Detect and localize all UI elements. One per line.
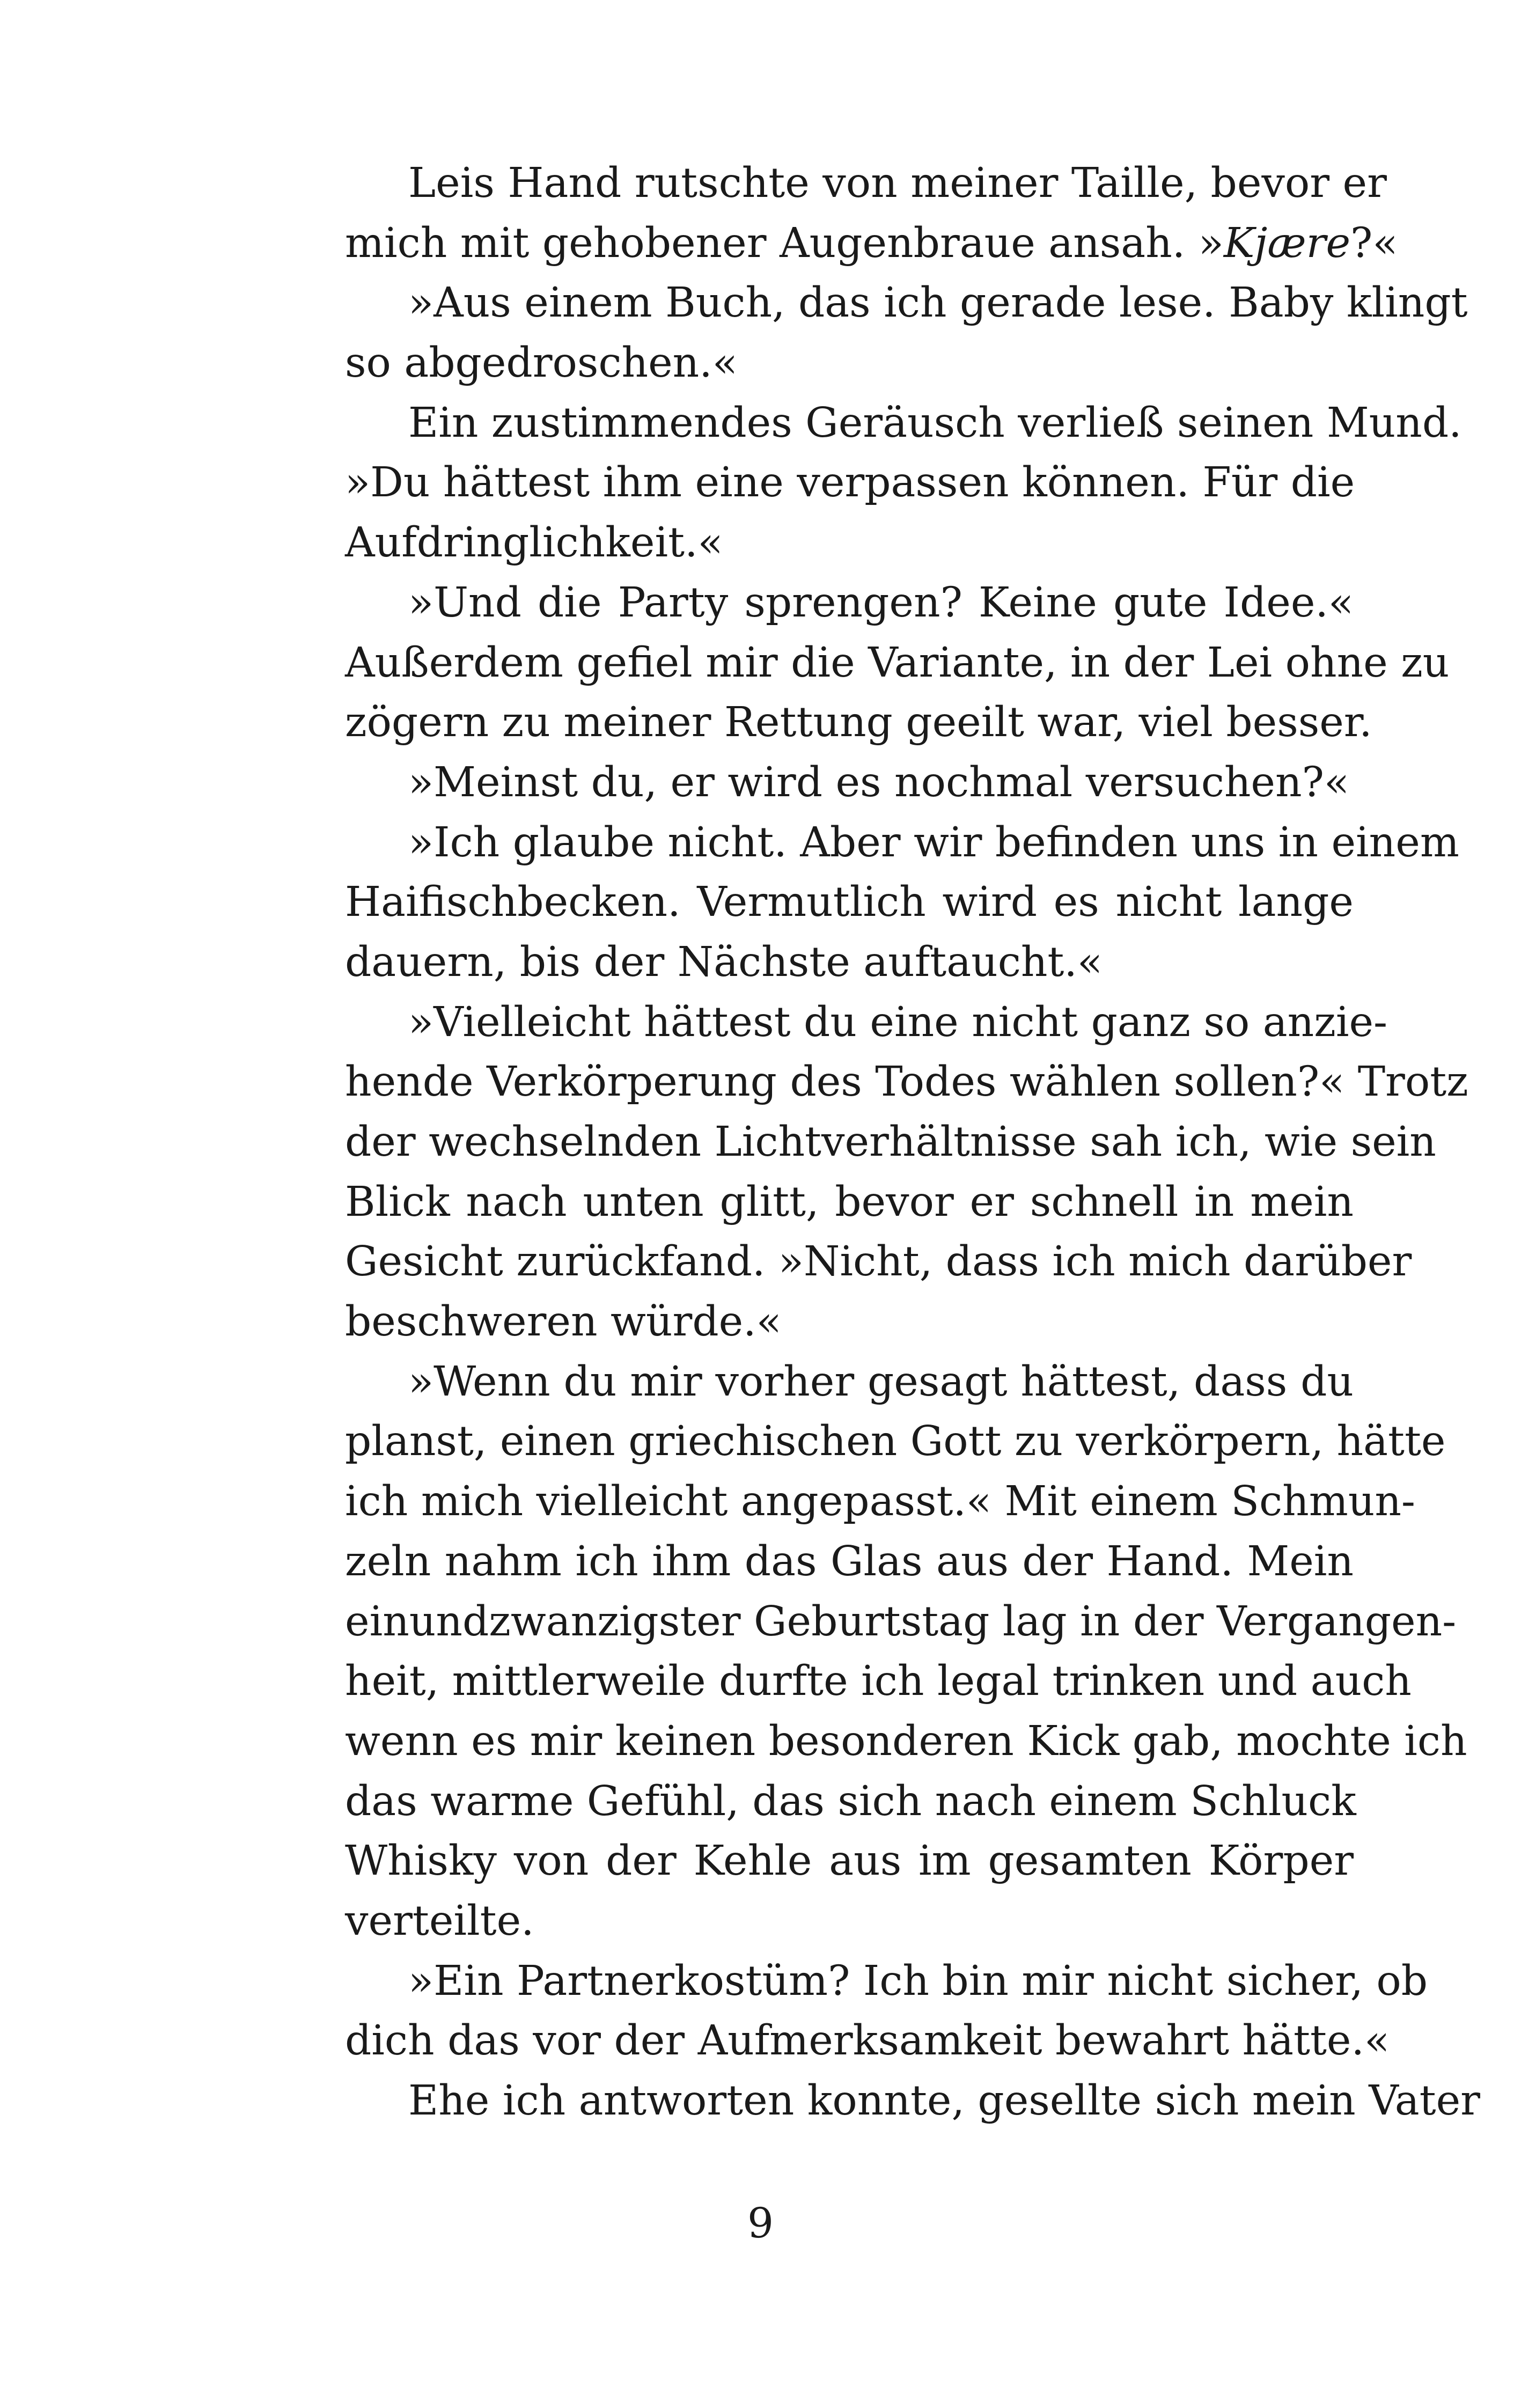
text-line: [345, 333, 1354, 393]
text-line: [345, 1831, 1354, 1891]
text-segment: Aufdringlichkeit.«: [345, 519, 723, 567]
text-line: [345, 693, 1372, 753]
text-segment: einundzwanzigster Geburtstag lag in der Vergangen-: [345, 1597, 1457, 1646]
text-segment: beschweren würde.«: [345, 1298, 782, 1346]
text-segment: so abgedroschen.«: [345, 339, 738, 387]
text-segment: Gesicht zurückfand. »Nicht, dass ich mich darüber: [345, 1238, 1412, 1286]
text-line: [345, 573, 1354, 633]
text-segment: »Und die Party sprengen? Keine gute Idee.«: [408, 578, 1354, 627]
text-segment: hende Verkörperung des Todes wählen sollen?« Trotz: [345, 1058, 1468, 1106]
text-segment: »Du hättest ihm eine verpassen können. Für die: [345, 459, 1355, 507]
text-segment: »Meinst du, er wird es nochmal versuchen?«: [408, 758, 1349, 806]
text-line: [345, 153, 1387, 214]
text-line: [345, 872, 1354, 933]
text-line: [345, 273, 1468, 333]
text-line: [345, 453, 1354, 513]
text-line: [345, 1112, 1436, 1172]
text-line: [345, 813, 1459, 873]
text-line: [345, 393, 1462, 453]
text-segment: Leis Hand rutschte von meiner Taille, bevor er: [408, 159, 1387, 207]
text-line: [345, 993, 1388, 1053]
text-segment: dauern, bis der Nächste auftaucht.«: [345, 938, 1103, 986]
text-line: [345, 1951, 1428, 2011]
body-text: [345, 153, 1480, 2131]
text-segment: verteilte.: [345, 1897, 534, 1945]
text-segment: Außerdem gefiel mir die Variante, in der Lei ohne zu: [345, 638, 1450, 687]
italic-text: Kjære: [1223, 219, 1351, 267]
text-line: [345, 1232, 1412, 1292]
text-segment: planst, einen griechischen Gott zu verkörpern, hätte: [345, 1418, 1446, 1466]
text-segment: ich mich vielleicht angepasst.« Mit einem Schmun-: [345, 1478, 1415, 1526]
text-segment: Ehe ich antworten konnte, gesellte sich mein Vater: [408, 2077, 1480, 2125]
text-line: [345, 1712, 1467, 1772]
text-segment: Whisky von der Kehle aus im gesamten Körper: [345, 1837, 1354, 1885]
text-line: [345, 1172, 1354, 1232]
text-segment: der wechselnden Lichtverhältnisse sah ich, wie sein: [345, 1118, 1436, 1166]
text-segment: Ein zustimmendes Geräusch verließ seinen Mund.: [408, 399, 1462, 447]
text-segment: »Ich glaube nicht. Aber wir befinden uns in einem: [408, 818, 1459, 867]
text-segment: Blick nach unten glitt, bevor er schnell in mein: [345, 1178, 1354, 1226]
text-segment: zeln nahm ich ihm das Glas aus der Hand. Mein: [345, 1537, 1354, 1585]
text-line: [345, 1532, 1354, 1592]
text-segment: »Vielleicht hättest du eine nicht ganz so anzie-: [408, 998, 1388, 1046]
text-line: [345, 1352, 1354, 1412]
text-line: [345, 2011, 1390, 2071]
text-line: [345, 1472, 1415, 1532]
text-segment: ?«: [1350, 219, 1398, 267]
text-line: [345, 1292, 1354, 1352]
text-segment: dich das vor der Aufmerksamkeit bewahrt hätte.«: [345, 2017, 1390, 2065]
text-line: [345, 513, 1354, 573]
text-segment: heit, mittlerweile durfte ich legal trinken und auch: [345, 1657, 1412, 1706]
text-line: [345, 933, 1354, 993]
text-line: [345, 753, 1354, 813]
text-line: [345, 214, 1398, 274]
text-segment: das warme Gefühl, das sich nach einem Schluck: [345, 1777, 1356, 1825]
text-segment: »Wenn du mir vorher gesagt hättest, dass du: [408, 1357, 1354, 1406]
text-line: [345, 1052, 1468, 1112]
text-line: [345, 1592, 1457, 1652]
text-line: [345, 2071, 1480, 2131]
text-segment: wenn es mir keinen besonderen Kick gab, mochte ich: [345, 1717, 1467, 1765]
text-segment: »Aus einem Buch, das ich gerade lese. Baby klingt: [408, 279, 1468, 327]
text-line: [345, 1772, 1354, 1832]
text-line: [345, 1412, 1446, 1472]
text-segment: zögern zu meiner Rettung geeilt war, viel besser.: [345, 699, 1372, 747]
text-segment: mich mit gehobener Augenbraue ansah. »: [345, 219, 1224, 267]
text-line: [345, 1651, 1412, 1712]
text-segment: Haifischbecken. Vermutlich wird es nicht lange: [345, 878, 1354, 927]
text-line: [345, 1891, 1354, 1951]
page-number: 9: [747, 2200, 774, 2248]
text-segment: »Ein Partnerkostüm? Ich bin mir nicht sicher, ob: [408, 1957, 1428, 2005]
text-line: [345, 633, 1450, 693]
